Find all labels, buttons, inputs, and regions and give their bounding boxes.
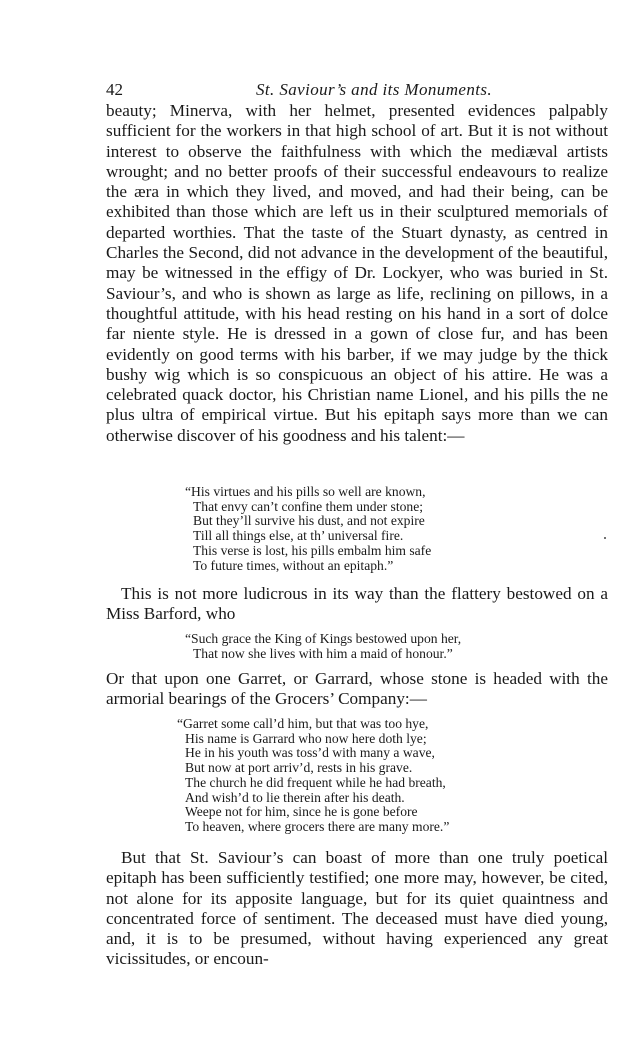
epitaph-lockyer [185, 485, 431, 573]
verse-line: “Such grace the King of Kings bestowed upon her, [185, 631, 462, 646]
verse-line: Till all things else, at th’ universal fire. [193, 528, 404, 544]
verse-line: That envy can’t confine them under stone; [193, 498, 424, 514]
verse-line: His name is Garrard who now here doth lye; [185, 730, 427, 746]
verse-line: Weepe not for him, since he is gone before [185, 804, 418, 820]
epitaph-barford [185, 632, 461, 661]
verse-line: The church he did frequent while he had breath, [185, 774, 446, 790]
page-number: 42 [106, 80, 123, 99]
epitaph-garret [177, 717, 449, 835]
verse-line: To heaven, where grocers there are many more.” [185, 818, 450, 834]
paragraph-lockyer: beauty; Minerva, with her helmet, presented evidences palpably sufficient for the workers in that high school of art. But it is not without interest to observe the faithfulness with which the mediæval artists wrought; and no better proofs of their successful endeavours to realize the æra in which they lived, and moved, and had their being, can be exhibited than those which are left us in their sculptured memorials of departed worthies. That the taste of the Stuart dynasty, as centred in Charles the Second, did not advance in the development of the beautiful, may be witnessed in the effigy of Dr. Lockyer, who was buried in St. Saviour’s, and who is shown as large as life, reclining on pillows, in a thoughtful attitude, with his head resting on his hand in a sort of dolce far niente style. He is dressed in a gown of close fur, and has been evidently on good terms with his barber, if we may judge by the thick bushy wig which is so conspicuous an object of his attire. He was a celebrated quack doctor, his Christian name Lionel, and his pills the ne plus ultra of empirical virtue. But his epitaph says more than we can otherwise discover of his goodness and his talent:— [106, 101, 608, 445]
ink-speck [604, 537, 606, 539]
verse-line: But they’ll survive his dust, and not expire [193, 513, 425, 529]
paragraph-barford: This is not more ludicrous in its way than the flattery bestowed on a Miss Barford, who [106, 584, 608, 624]
verse-line: And wish’d to lie therein after his death. [185, 789, 405, 805]
paragraph-garret: Or that upon one Garret, or Garrard, whose stone is headed with the armorial bearings of the Grocers’ Company:— [106, 669, 608, 709]
running-title: St. Saviour’s and its Monuments. [256, 80, 493, 99]
verse-line: But now at port arriv’d, rests in his grave. [185, 760, 413, 776]
verse-line: “Garret some call’d him, but that was too hye, [177, 716, 429, 731]
verse-line: To future times, without an epitaph.” [193, 557, 394, 573]
verse-line: “His virtues and his pills so well are known, [185, 484, 426, 499]
paragraph-poetical-epitaph: But that St. Saviour’s can boast of more than one truly poetical epitaph has been sufficiently testified; one more may, however, be cited, not alone for its apposite language, but for its quiet quaintness and concentrated force of sentiment. The deceased must have died young, and, it is to be presumed, without having experienced any great vicissitudes, or encoun- [106, 848, 608, 969]
verse-line: This verse is lost, his pills embalm him safe [193, 542, 432, 558]
verse-line: That now she lives with him a maid of honour.” [193, 645, 453, 661]
verse-line: He in his youth was toss’d with many a wave, [185, 745, 435, 761]
